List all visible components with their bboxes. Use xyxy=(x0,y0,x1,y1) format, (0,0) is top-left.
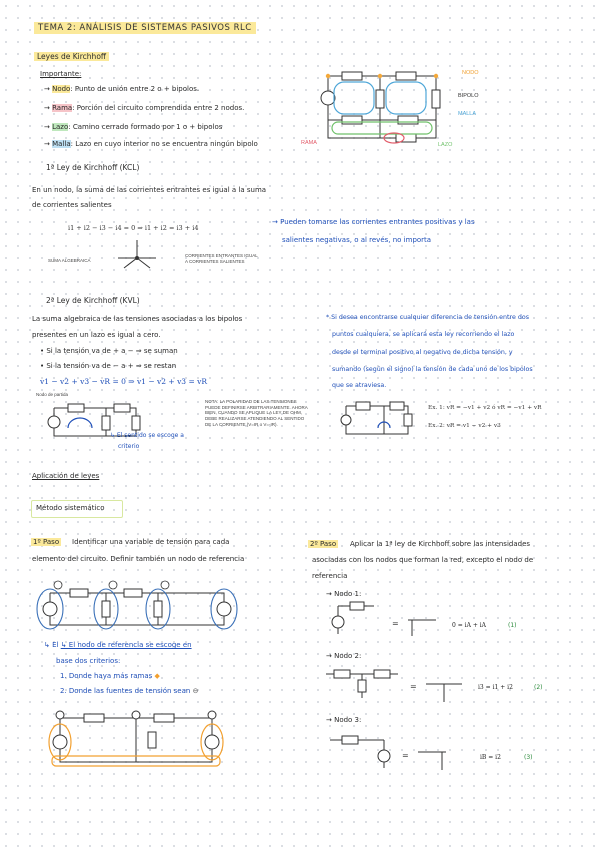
node1-junction xyxy=(404,604,440,638)
kirchhoff-heading: Leyes de Kirchhoff xyxy=(34,52,109,61)
kcl-statement-1: En un nodo, la suma de las corrientes entrantes es igual a la suma xyxy=(32,186,267,194)
kcl-left-caption: SUMA ALGEBRAICA xyxy=(48,258,91,263)
kvl-equation: v1 − v2 + v3 − vR = 0 ⇒ v1 − v2 + v3 = vR xyxy=(40,377,208,386)
label-lazo: LAZO xyxy=(438,142,453,148)
node3-eq: iB = i2 xyxy=(480,754,501,761)
node3-equals: = xyxy=(402,751,409,760)
kvl-statement-2: presentes en un lazo es igual a cero. xyxy=(32,331,161,339)
kvl-node-label: Nodo de partida xyxy=(36,392,69,397)
kcl-equation: i1 + i2 − i3 − i4 = 0 ⇒ i1 + i2 = i3 + i4 xyxy=(68,224,199,232)
node3-label: → Nodo 3: xyxy=(326,716,362,724)
def-lazo: → Lazo: Camino cerrado formado por 1 o + bipolos xyxy=(44,123,223,131)
kvl-ex1: Ex. 1: vR = −v1 + v2 ó vR = −v1 + vR xyxy=(428,405,542,411)
page-title: TEMA 2: ANÁLISIS DE SISTEMAS PASIVOS RLC xyxy=(34,22,256,34)
step2-text-2: asociadas con los nodos que forman la red, excepto el nodo de xyxy=(312,556,534,564)
criterion-2-text: 2. Donde las fuentes de tensión sean xyxy=(60,687,191,695)
def-term: Malla xyxy=(52,140,71,148)
network-diagram xyxy=(318,68,458,150)
label-bipolo: BIPOLO xyxy=(458,93,479,99)
kvl-right-note-2: puntos cualquiera, se aplicará esta ley recorriendo el lazo xyxy=(332,331,515,338)
node3-junction xyxy=(414,738,450,774)
label-rama: RAMA xyxy=(301,140,317,146)
step1-reference-circuit xyxy=(44,706,234,768)
def-rama: → Rama: Porción del circuito comprendida entre 2 nodos. xyxy=(44,104,245,112)
important-label: Importante: xyxy=(40,70,82,78)
node1-label: → Nodo 1: xyxy=(326,590,362,598)
step2-text-3: referencia xyxy=(312,572,348,580)
step2-label: 2º Paso xyxy=(310,540,337,548)
node1-circuit xyxy=(326,600,382,638)
node2-label: → Nodo 2: xyxy=(326,652,362,660)
kcl-note-2: salientes negativas, o al revés, no importa xyxy=(282,236,432,244)
criterion-1-text: 1. Donde haya más ramas xyxy=(60,672,153,680)
kvl-arrow-note-2: criterio xyxy=(118,443,140,450)
def-text: : Camino cerrado formado por 1 o + bipolos xyxy=(68,123,223,131)
node1-num: (1) xyxy=(508,622,517,629)
ref-note-text: ↳ El nodo de referencia se escoge en xyxy=(60,641,192,649)
kvl-ex2: Ex. 2: vR = v1 − v2 + v3 xyxy=(428,423,501,429)
kvl-right-note-3: desde el terminal positivo al negativo de dicha tensión, y xyxy=(332,349,513,356)
kvl-heading: 2ª Ley de Kirchhoff (KVL) xyxy=(46,296,140,305)
def-text: : Porción del circuito comprendida entre 2 nodos. xyxy=(72,104,245,112)
orange-marker-icon: ◆ xyxy=(154,672,160,680)
kcl-statement-2: de corrientes salientes xyxy=(32,201,112,209)
ref-note-2: base dos criterios: xyxy=(56,657,121,665)
node1-equals: = xyxy=(392,619,399,628)
kvl-right-note-4: sumando (según el signo) la tensión de cada uno de los bipolos xyxy=(332,366,533,373)
node2-num: (2) xyxy=(534,684,543,691)
def-term: Rama xyxy=(52,104,73,112)
node2-junction xyxy=(422,670,466,706)
kvl-bullet-1: • Si la tensión va de + a − ⇒ se suman xyxy=(40,347,178,355)
label-malla: MALLA xyxy=(458,111,477,117)
step1-circuit xyxy=(34,575,240,631)
application-heading: Aplicación de leyes xyxy=(32,472,100,480)
def-nodo: → Nodo: Punto de unión entre 2 o + bipolos. xyxy=(44,85,200,93)
kvl-statement-1: La suma algebraica de las tensiones asociadas a los bipolos xyxy=(32,315,243,323)
step2-text-1: Aplicar la 1ª ley de Kirchhoff sobre las intensidades xyxy=(350,540,531,548)
kvl-arrow-note-1: ↳ El sentido se escoge a xyxy=(110,432,184,439)
step1-label: 1º Paso xyxy=(33,538,60,546)
label-nodo: NODO xyxy=(462,70,479,76)
step1-text-2: elemento del circuito. Definir también un nodo de referencia xyxy=(32,555,245,563)
ground-circle-icon: ⊖ xyxy=(192,687,199,695)
step1-text-1: Identificar una variable de tensión para cada xyxy=(72,538,230,546)
node3-circuit xyxy=(326,728,396,772)
node1-eq: 0 = iA + iA xyxy=(452,622,487,629)
node3-num: (3) xyxy=(524,754,533,761)
kvl-example-circuit xyxy=(338,398,418,438)
kvl-note-print: NOTA: LA POLARIDAD DE LAS TENSIONES PUEDE DEFINIRSE ARBITRARIAMENTE. AHORA BIEN, CUANDO SE APLIQUE LA LEY DE OHM, DEBE REALIZARSE ATENDIENDO AL SENTIDO DE LA CORRIENTE (V=IR o V=-IR). xyxy=(205,399,308,427)
ref-note-1: ↳ El ↳ El nodo de referencia se escoge en xyxy=(44,641,192,649)
node2-equals: = xyxy=(410,682,417,691)
def-term: Nodo xyxy=(52,85,71,93)
kcl-heading: 1ª Ley de Kirchhoff (KCL) xyxy=(46,163,140,172)
node2-eq: i3 = i1 + i2 xyxy=(478,684,513,691)
kcl-node-diagram xyxy=(112,236,162,270)
criterion-2 xyxy=(60,687,198,695)
kcl-right-caption-1: CORRIENTES ENTRANTES IGUAL xyxy=(185,253,258,258)
kcl-note-1: → Pueden tomarse las corrientes entrantes positivas y las xyxy=(272,218,475,226)
def-text: : Punto de unión entre 2 o + bipolos. xyxy=(70,85,200,93)
kvl-bullet-2: • Si la tensión va de − a + ⇒ se restan xyxy=(40,362,177,370)
node2-circuit xyxy=(322,664,402,702)
kvl-right-note-1: * Si desea encontrarse cualquier diferencia de tensión entre dos xyxy=(326,314,529,321)
kcl-right-caption-2: A CORRIENTES SALIENTES xyxy=(185,259,245,264)
def-text: : Lazo en cuyo interior no se encuentra ningún bipolo xyxy=(70,140,258,148)
def-malla: → Malla: Lazo en cuyo interior no se encuentra ningún bipolo xyxy=(44,140,258,148)
criterion-1 xyxy=(60,672,160,680)
method-label: Método sistemático xyxy=(36,504,105,512)
def-term: Lazo xyxy=(52,123,69,131)
kvl-right-note-5: que se atraviesa. xyxy=(332,382,387,389)
